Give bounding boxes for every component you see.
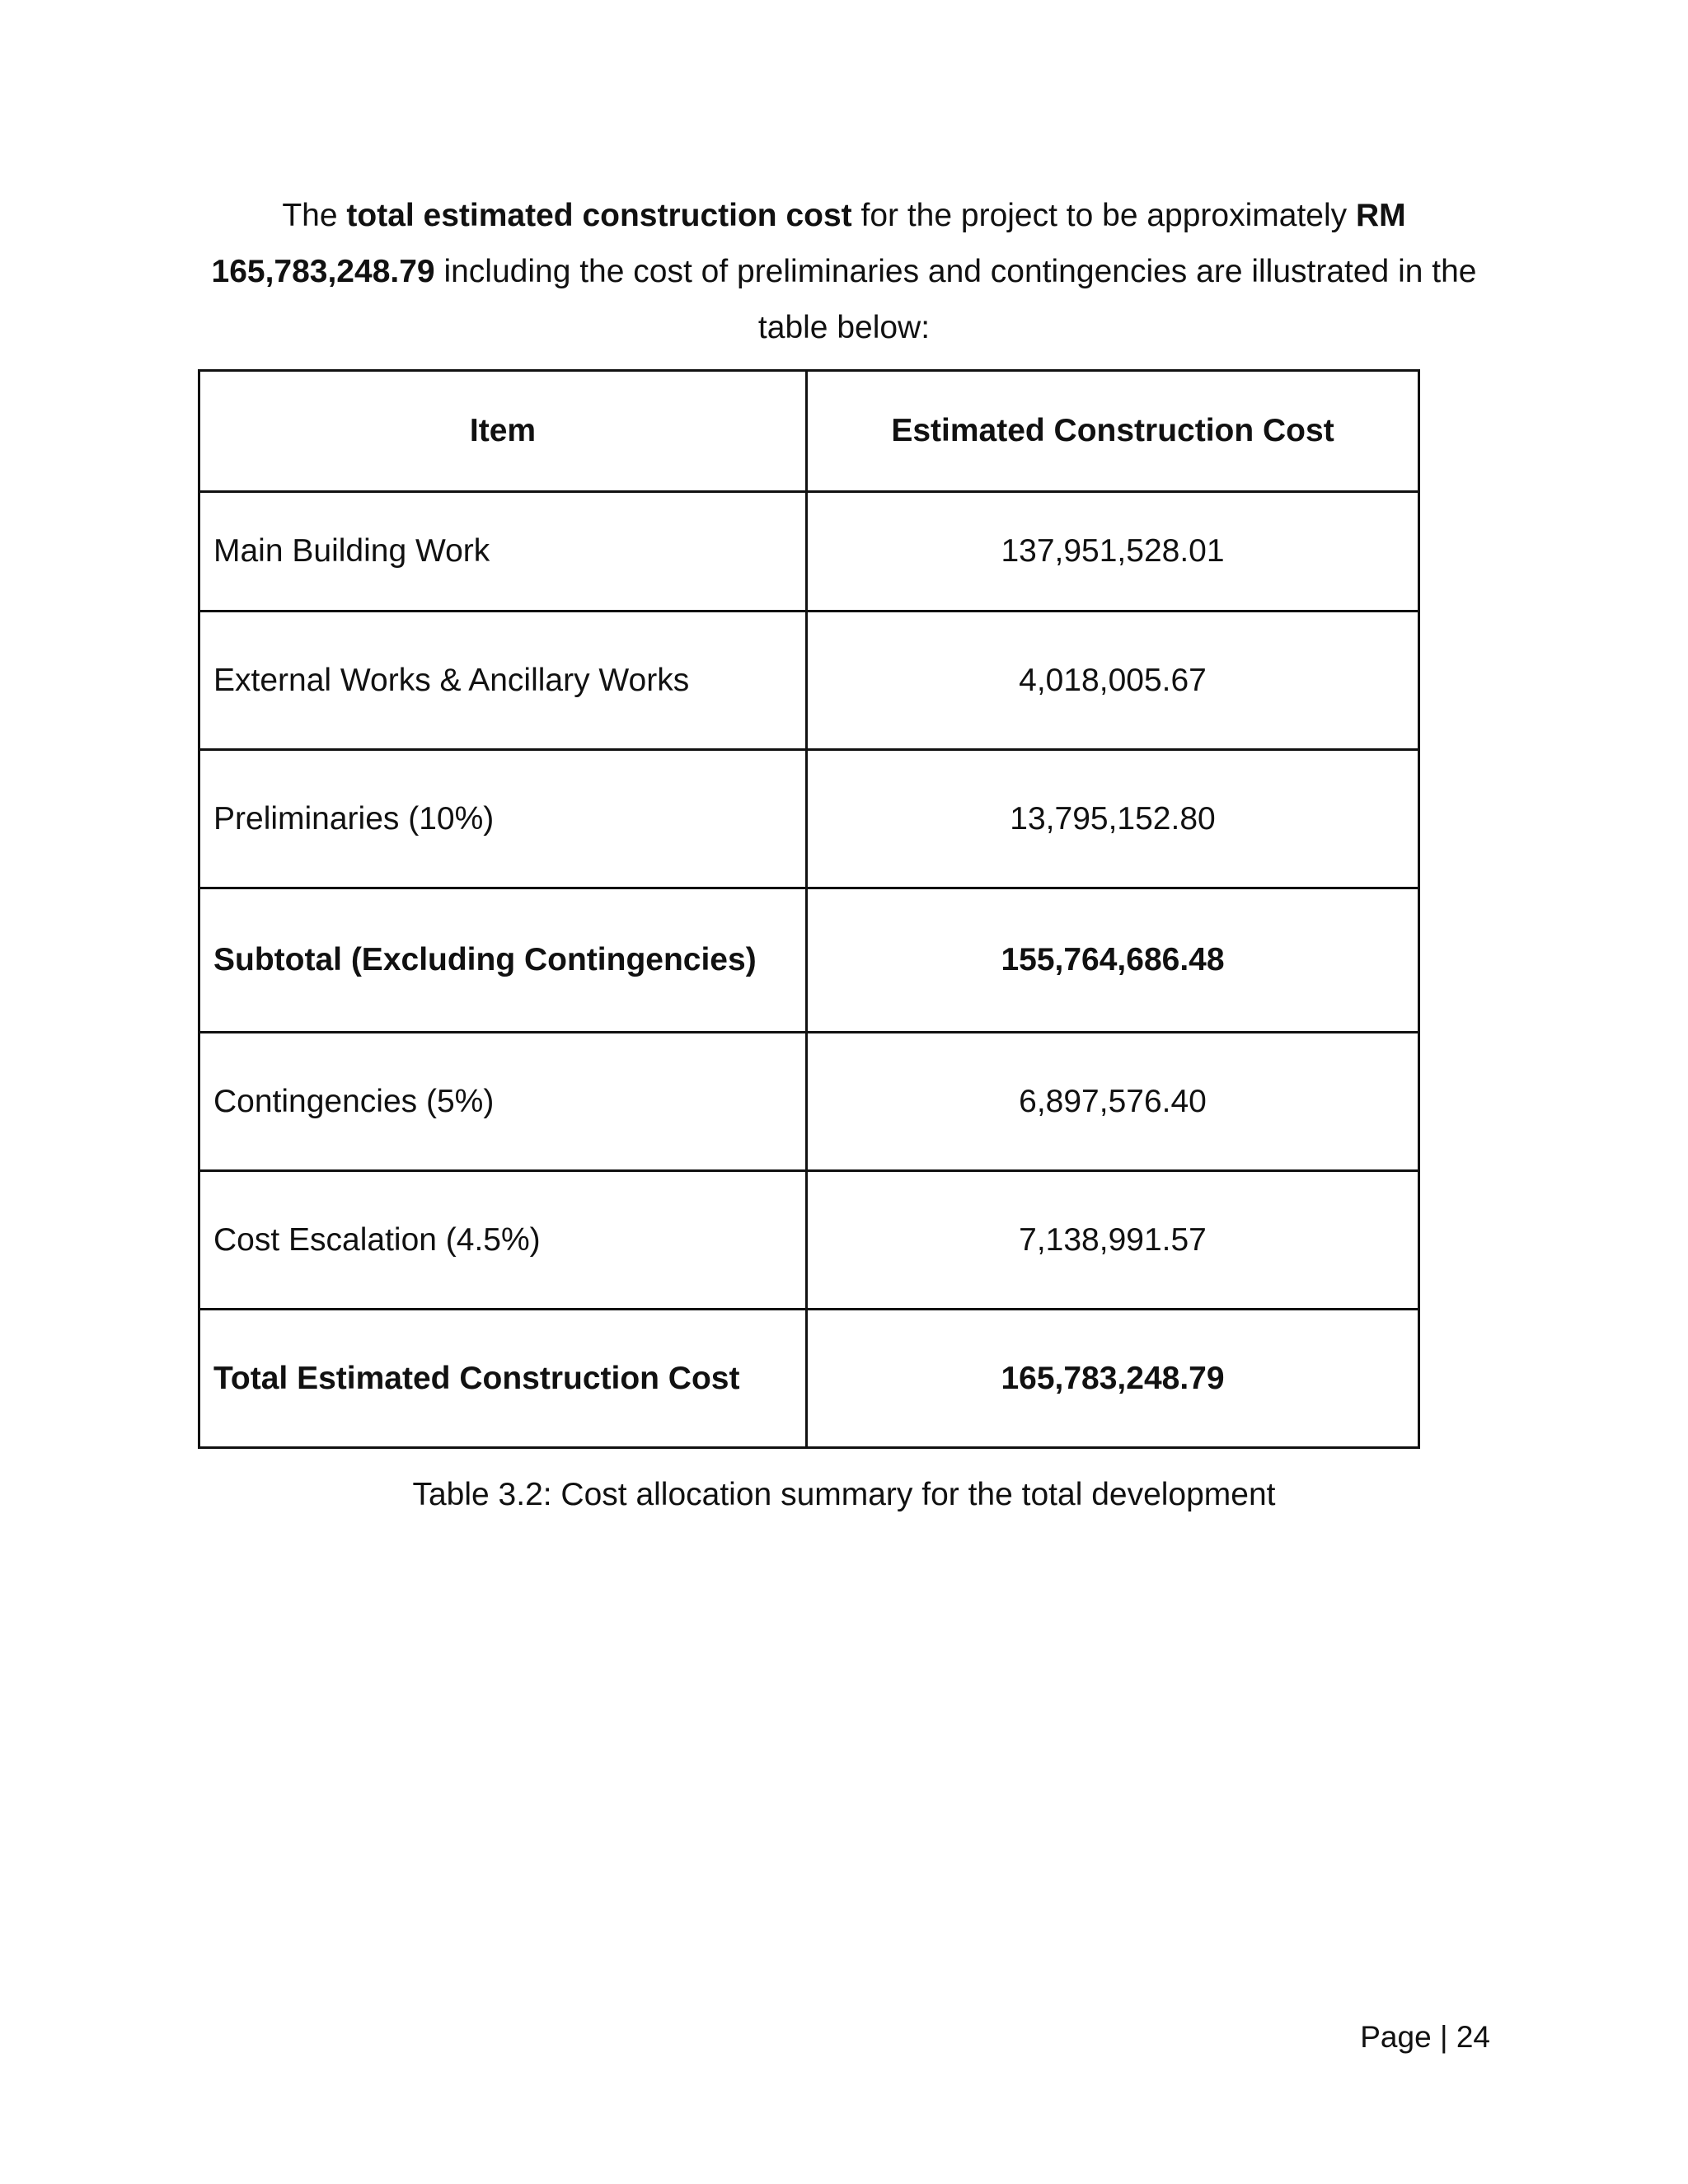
table-row (199, 492, 1419, 612)
intro-paragraph (198, 188, 1490, 356)
header-estimated-cost: Estimated Construction Cost (807, 371, 1419, 492)
row-cost: 4,018,005.67 (807, 612, 1419, 750)
table-header-row (199, 371, 1419, 492)
row-cost: 137,951,528.01 (807, 492, 1419, 612)
subtotal-row (199, 888, 1419, 1033)
row-item: Subtotal (Excluding Contingencies) (199, 888, 807, 1033)
row-item: Contingencies (5%) (199, 1033, 807, 1171)
intro-emphasis: total estimated construction cost (346, 198, 852, 233)
row-item: Preliminaries (10%) (199, 750, 807, 888)
row-item: Main Building Work (199, 492, 807, 612)
table-row (199, 612, 1419, 750)
intro-text: The (282, 198, 347, 233)
page-number: Page | 24 (1360, 2020, 1490, 2054)
total-row (199, 1310, 1419, 1448)
table-row (199, 1033, 1419, 1171)
row-cost: 6,897,576.40 (807, 1033, 1419, 1171)
cost-allocation-table (198, 369, 1420, 1449)
header-item: Item (199, 371, 807, 492)
row-cost: 165,783,248.79 (807, 1310, 1419, 1448)
table-row (199, 1171, 1419, 1310)
table-row (199, 750, 1419, 888)
row-item: Cost Escalation (4.5%) (199, 1171, 807, 1310)
row-cost: 155,764,686.48 (807, 888, 1419, 1033)
row-cost: 7,138,991.57 (807, 1171, 1419, 1310)
intro-text: including the cost of preliminaries and contingencies are illustrated in the table below: (434, 254, 1477, 345)
table-caption: Table 3.2: Cost allocation summary for the total development (412, 1477, 1276, 1512)
row-cost: 13,795,152.80 (807, 750, 1419, 888)
intro-total-amount: RM 165,783,248.79 (211, 198, 1406, 289)
intro-text: for the project to be approximately (851, 198, 1356, 233)
row-item: Total Estimated Construction Cost (199, 1310, 807, 1448)
row-item: External Works & Ancillary Works (199, 612, 807, 750)
